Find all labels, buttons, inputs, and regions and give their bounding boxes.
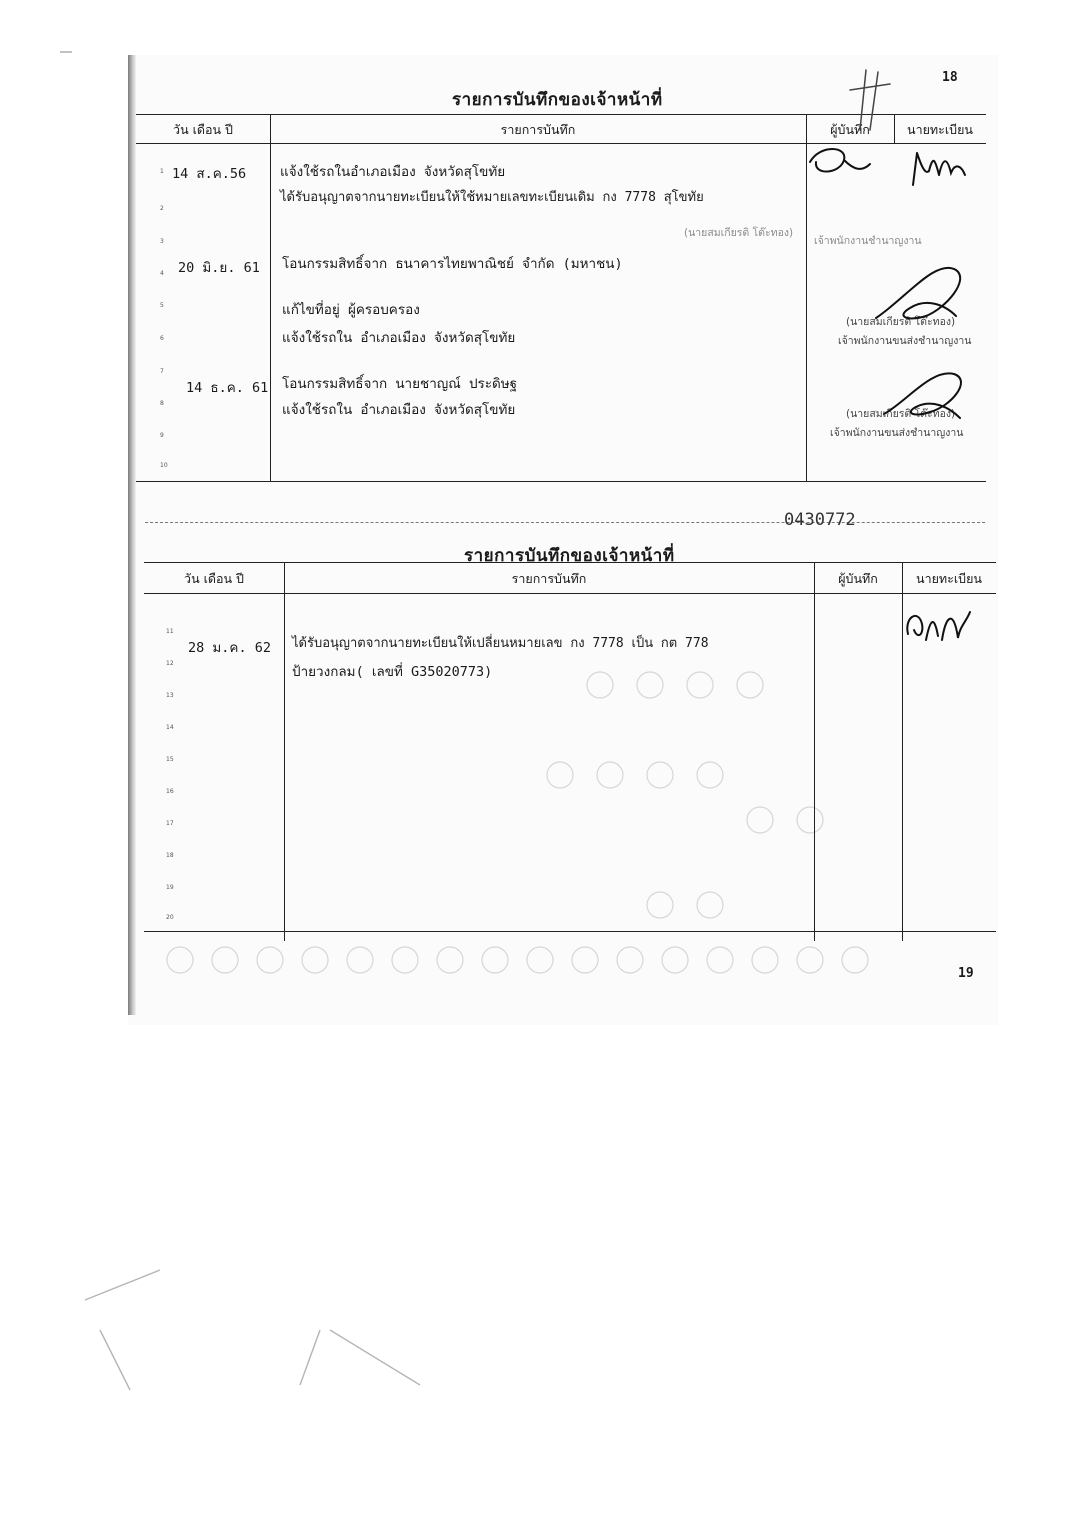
entry-line: ป้ายวงกลม( เลขที่ G35020773) bbox=[292, 664, 493, 680]
entry-line: ได้รับอนุญาตจากนายทะเบียนให้ใช้หมายเลขทะเบียนเดิม กง 7778 สุโขทัย bbox=[280, 190, 704, 205]
header-date: วัน เดือน ปี bbox=[184, 571, 244, 586]
entry-line: แจ้งใช้รถในอำเภอเมือง จังหวัดสุโขทัย bbox=[280, 164, 506, 180]
entry-date: 20 มิ.ย. 61 bbox=[178, 260, 260, 276]
row-number: 7 bbox=[160, 368, 164, 375]
signer-title: เจ้าพนักงานขนส่งชำนาญงาน bbox=[830, 427, 964, 439]
row-number: 12 bbox=[166, 660, 174, 667]
row-number: 5 bbox=[160, 302, 164, 309]
officer-signature bbox=[876, 362, 976, 442]
row-number: 16 bbox=[166, 788, 174, 795]
registrar-signature bbox=[895, 145, 985, 195]
row-number: 6 bbox=[160, 335, 164, 342]
header-record: รายการบันทึก bbox=[511, 571, 587, 586]
row-number: 9 bbox=[160, 432, 164, 439]
column-divider bbox=[270, 115, 271, 481]
page-number-top: 18 bbox=[942, 70, 958, 85]
row-number: 19 bbox=[166, 884, 174, 891]
section-title-2: รายการบันทึกของเจ้าหน้าที่ bbox=[464, 546, 675, 566]
signer-name: (นายสมเกียรติ โต๊ะทอง) bbox=[684, 227, 794, 239]
signer-name: (นายสมเกียรติ โต๊ะทอง) bbox=[846, 408, 956, 420]
table-bottom-rule bbox=[136, 481, 986, 482]
serial-number: 0430772 bbox=[784, 510, 856, 530]
record-table-2 bbox=[144, 562, 996, 941]
folio-mark-signature bbox=[840, 60, 900, 140]
officer-signature bbox=[866, 258, 976, 338]
header-registrar: นายทะเบียน bbox=[907, 122, 973, 137]
row-number: 3 bbox=[160, 238, 164, 245]
row-number: 17 bbox=[166, 820, 174, 827]
row-number: 15 bbox=[166, 756, 174, 763]
row-number: 20 bbox=[166, 914, 174, 921]
entry-date: 28 ม.ค. 62 bbox=[188, 640, 271, 656]
page-number-bottom: 19 bbox=[958, 966, 974, 981]
entry-line: โอนกรรมสิทธิ์จาก นายชาญณ์ ประดิษฐ bbox=[282, 376, 518, 392]
row-number: 4 bbox=[160, 270, 164, 277]
row-number: 11 bbox=[166, 628, 174, 635]
signer-title: เจ้าพนักงานขนส่งชำนาญงาน bbox=[838, 335, 972, 347]
column-divider bbox=[284, 563, 285, 941]
entry-date: 14 ธ.ค. 61 bbox=[186, 380, 269, 396]
entry-line: แจ้งใช้รถใน อำเภอเมือง จังหวัดสุโขทัย bbox=[282, 402, 516, 418]
entry-line: ได้รับอนุญาตจากนายทะเบียนให้เปลี่ยนหมายเลข กง 7778 เป็น กต 778 bbox=[292, 636, 709, 651]
section-title-1: รายการบันทึกของเจ้าหน้าที่ bbox=[452, 90, 663, 110]
row-number: 13 bbox=[166, 692, 174, 699]
registrar-signature bbox=[900, 600, 980, 650]
row-number: 8 bbox=[160, 400, 164, 407]
header-record: รายการบันทึก bbox=[500, 122, 576, 137]
signer-title: เจ้าพนักงานชำนาญงาน bbox=[814, 235, 922, 247]
row-number: 10 bbox=[160, 462, 168, 469]
header-recorder: ผู้บันทึก bbox=[830, 122, 870, 137]
entry-line: แก้ไขที่อยู่ ผู้ครอบครอง bbox=[282, 302, 420, 318]
entry-line: โอนกรรมสิทธิ์จาก ธนาคารไทยพาณิชย์ จำกัด (มหาชน) bbox=[282, 256, 623, 272]
column-divider bbox=[814, 563, 815, 941]
row-number: 18 bbox=[166, 852, 174, 859]
recorder-signature bbox=[800, 140, 880, 190]
signer-name: (นายสมเกียรติ โต๊ะทอง) bbox=[846, 316, 956, 328]
header-registrar: นายทะเบียน bbox=[916, 571, 982, 586]
header-recorder: ผู้บันทึก bbox=[838, 571, 878, 586]
header-date: วัน เดือน ปี bbox=[173, 122, 233, 137]
entry-line: แจ้งใช้รถใน อำเภอเมือง จังหวัดสุโขทัย bbox=[282, 330, 516, 346]
row-number: 2 bbox=[160, 205, 164, 212]
row-number: 14 bbox=[166, 724, 174, 731]
table-bottom-rule bbox=[144, 931, 996, 932]
page-separator bbox=[145, 522, 985, 523]
row-number: 1 bbox=[160, 168, 164, 175]
entry-date: 14 ส.ค.56 bbox=[172, 166, 247, 182]
